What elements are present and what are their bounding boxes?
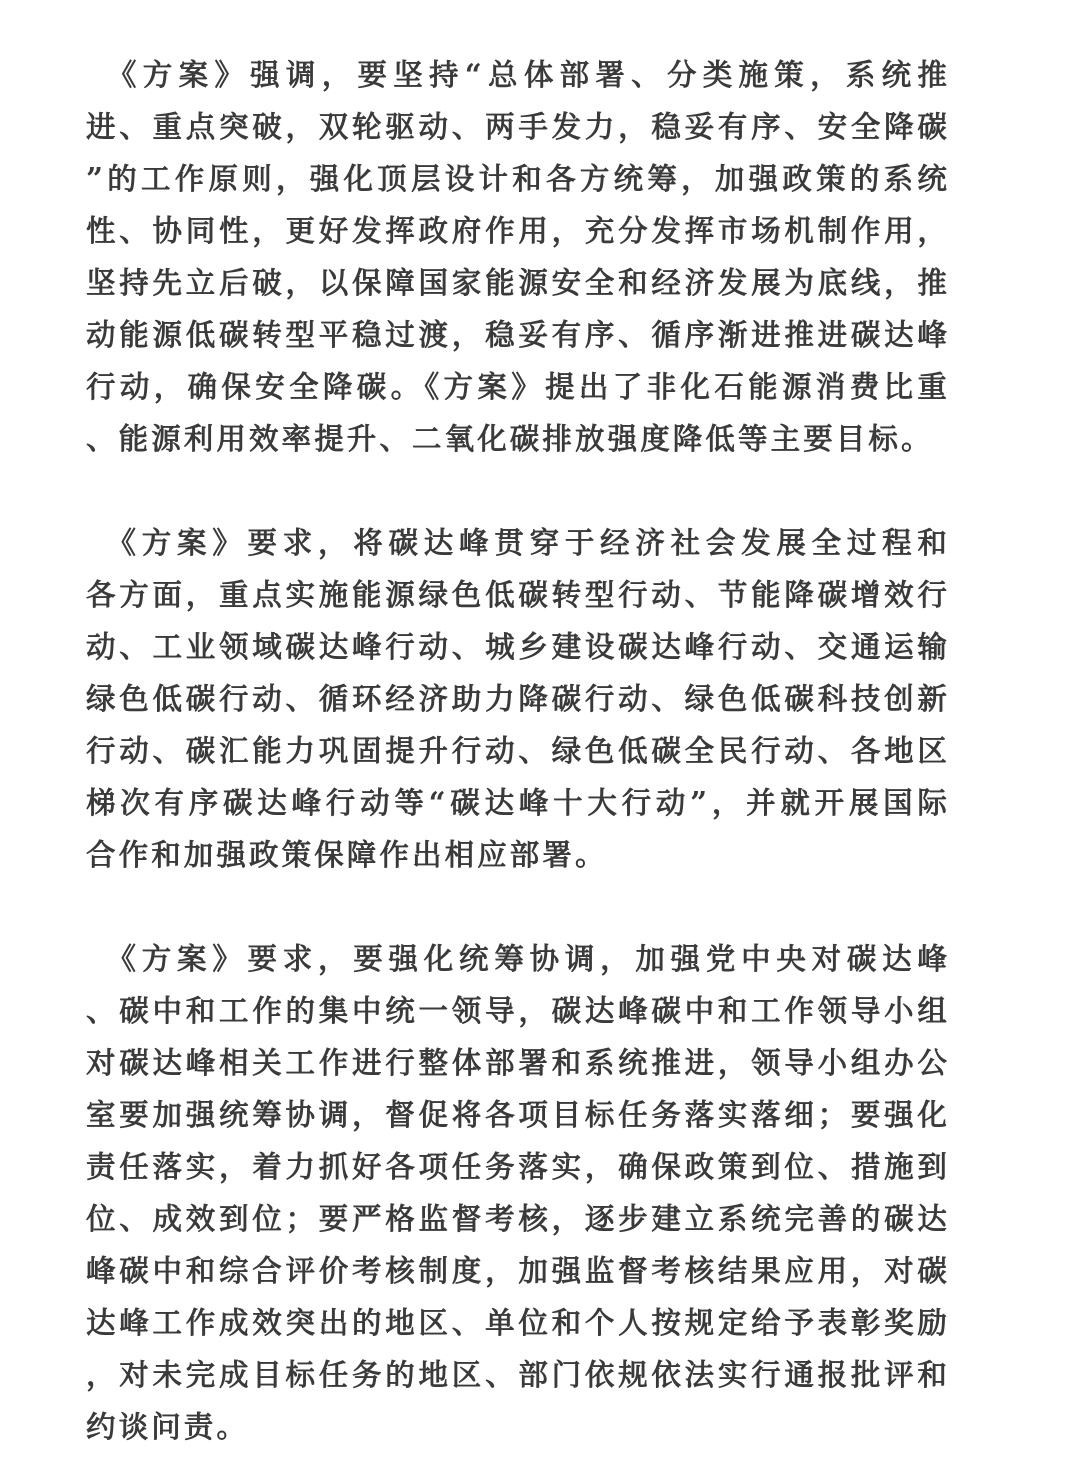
text-line: ”的工作原则，强化顶层设计和各方统筹，加强政策的系统 <box>86 161 950 196</box>
text-line: 梯次有序碳达峰行动等“碳达峰十大行动”，并就开展国际 <box>86 785 950 820</box>
text-line: 室要加强统筹协调，督促将各项目标任务落实落细；要强化 <box>86 1097 950 1132</box>
paragraph-coordination <box>86 933 950 1453</box>
text-line: 绿色低碳行动、循环经济助力降碳行动、绿色低碳科技创新 <box>86 681 950 716</box>
text-line: 约谈问责。 <box>86 1409 250 1444</box>
text-line: 性、协同性，更好发挥政府作用，充分发挥市场机制作用， <box>86 213 950 248</box>
text-line: 责任落实，着力抓好各项任务落实，确保政策到位、措施到 <box>86 1149 950 1184</box>
text-line: 对碳达峰相关工作进行整体部署和系统推进，领导小组办公 <box>86 1045 950 1080</box>
text-line: 坚持先立后破，以保障国家能源安全和经济发展为底线，推 <box>86 265 950 300</box>
text-line: 《方案》要求，将碳达峰贯穿于经济社会发展全过程和 <box>86 525 950 560</box>
text-line: 《方案》强调，要坚持“总体部署、分类施策，系统推 <box>86 57 950 92</box>
text-line: 各方面，重点实施能源绿色低碳转型行动、节能降碳增效行 <box>86 577 950 612</box>
text-line: 行动，确保安全降碳。《方案》提出了非化石能源消费比重 <box>86 369 950 404</box>
text-line: 位、成效到位；要严格监督考核，逐步建立系统完善的碳达 <box>86 1201 950 1236</box>
text-line: 进、重点突破，双轮驱动、两手发力，稳妥有序、安全降碳 <box>86 109 950 144</box>
article-body <box>86 49 950 1453</box>
text-line: 行动、碳汇能力巩固提升行动、绿色低碳全民行动、各地区 <box>86 733 950 768</box>
paragraph-ten-actions <box>86 517 950 881</box>
text-line: 动、工业领域碳达峰行动、城乡建设碳达峰行动、交通运输 <box>86 629 950 664</box>
paragraph-spacer <box>86 881 950 933</box>
text-line: 达峰工作成效突出的地区、单位和个人按规定给予表彰奖励 <box>86 1305 950 1340</box>
paragraph-work-principles <box>86 49 950 465</box>
text-line: 合作和加强政策保障作出相应部署。 <box>86 837 608 872</box>
text-line: 、能源利用效率提升、二氧化碳排放强度降低等主要目标。 <box>86 421 934 456</box>
text-line: ，对未完成目标任务的地区、部门依规依法实行通报批评和 <box>86 1357 950 1392</box>
text-line: 、碳中和工作的集中统一领导，碳达峰碳中和工作领导小组 <box>86 993 950 1028</box>
paragraph-spacer <box>86 465 950 517</box>
text-line: 峰碳中和综合评价考核制度，加强监督考核结果应用，对碳 <box>86 1253 950 1288</box>
text-line: 《方案》要求，要强化统筹协调，加强党中央对碳达峰 <box>86 941 950 976</box>
text-line: 动能源低碳转型平稳过渡，稳妥有序、循序渐进推进碳达峰 <box>86 317 950 352</box>
